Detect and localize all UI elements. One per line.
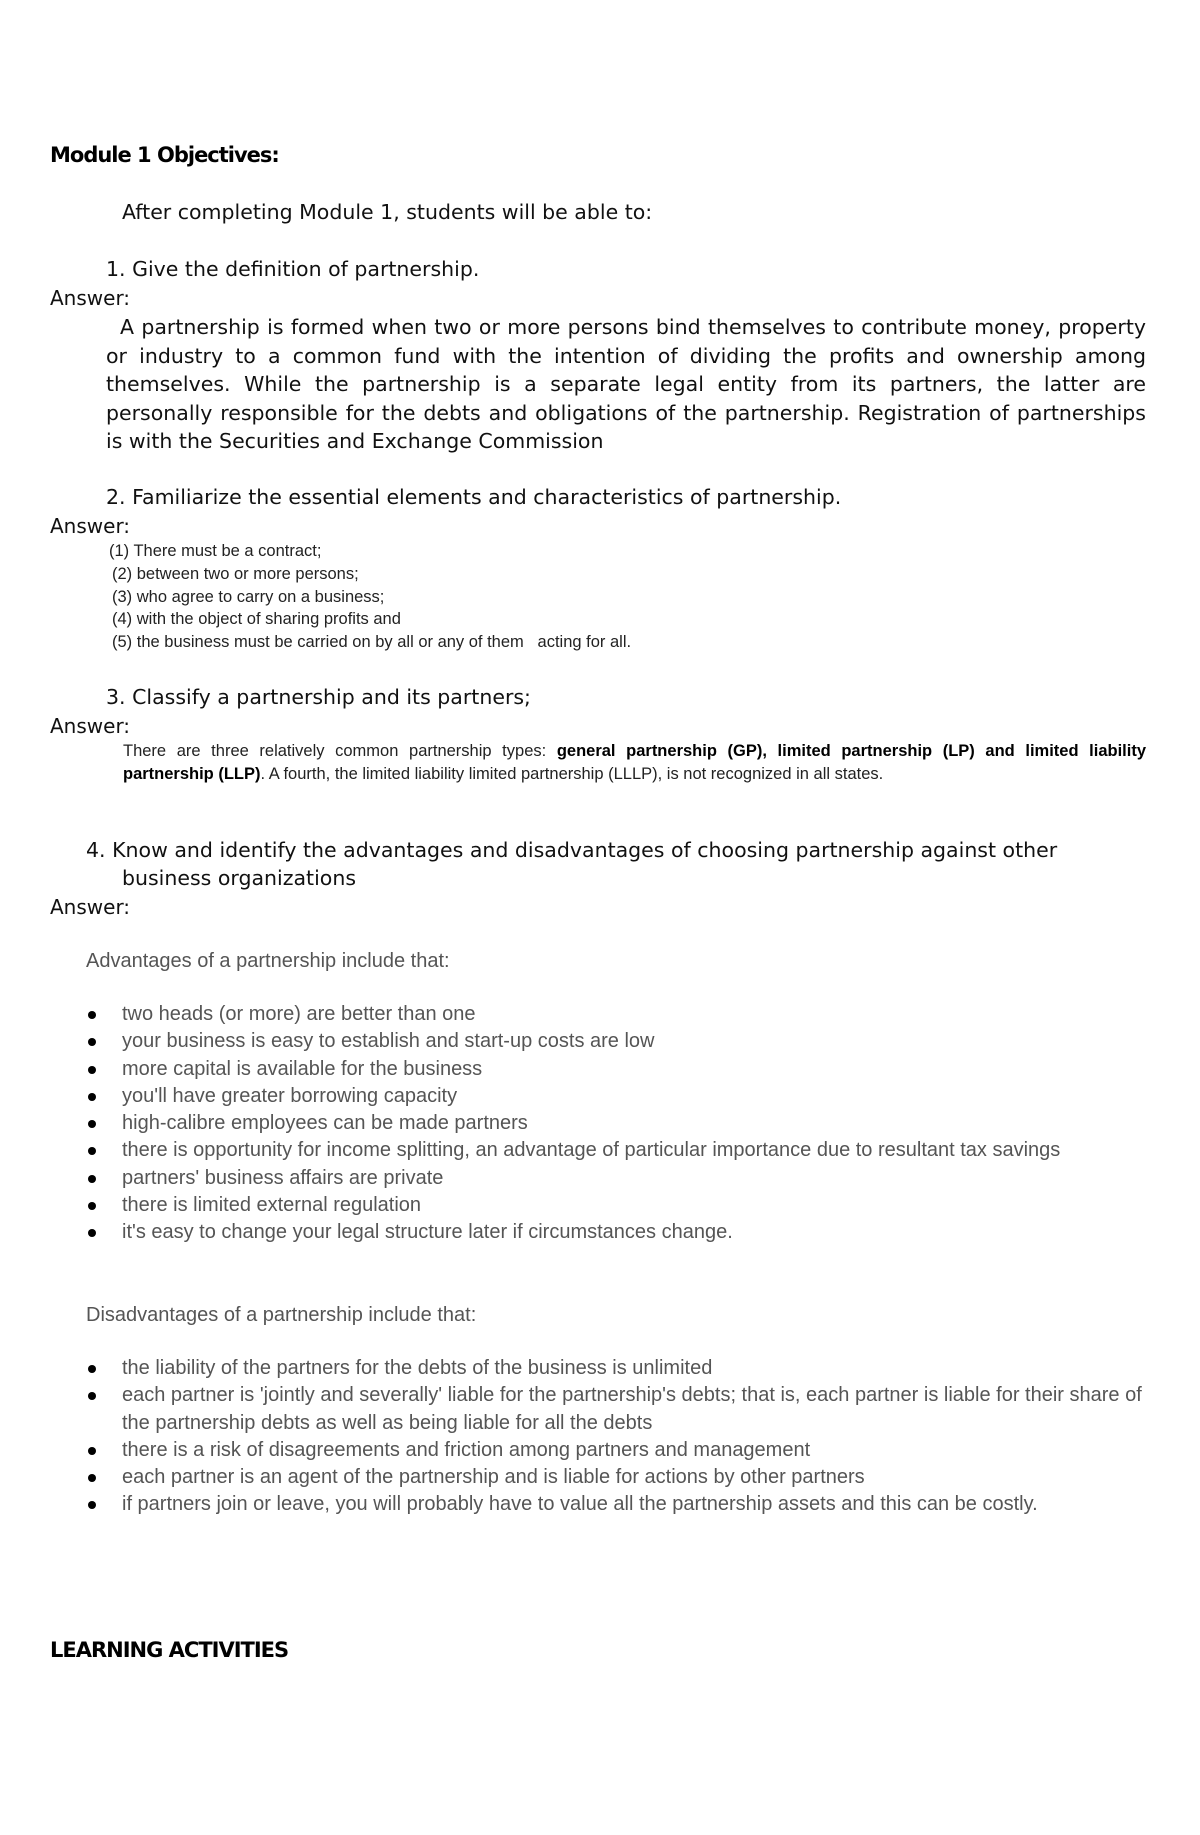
answer-types-bold: general partnership (GP), limited partnership (LP) and limited liability partnership (LLP) [123,742,1147,783]
answer-partnership-types [123,740,1146,786]
answer-text: There are three relatively common partnership types: [123,742,557,760]
list-item: each partner is an agent of the partnership and is liable for actions by other partners [86,1464,1156,1491]
bullet-icon [88,1501,96,1509]
objective-title: Know and identify the advantages and disadvantages of choosing partnership against other [112,838,1058,862]
list-item: if partners join or leave, you will probably have to value all the partnership assets and this can be costly. [86,1491,1156,1518]
objective-3 [106,685,531,709]
bullet-icon [88,1202,96,1210]
element-item: (5) the business must be carried on by all or any of them acting for all. [112,633,632,651]
bullet-icon [88,1120,96,1128]
list-item: there is a risk of disagreements and friction among partners and management [86,1437,1156,1464]
list-item: two heads (or more) are better than one [86,1001,1156,1028]
answer-definition: A partnership is formed when two or more persons bind themselves to contribute money, property or industry to a common fund with the intention of dividing the profits and ownership among themselves. While the partnership is a separate legal entity from its partners, the latter are personally responsible for the debts and obligations of the partnership. Registration of partnerships is with the Securities and Exchange Commission [106,315,1146,453]
objective-4 [86,838,1057,862]
list-item: it's easy to change your legal structure later if circumstances change. [86,1219,1156,1246]
objective-title: Give the definition of partnership. [132,257,480,281]
advantages-list [86,1001,1156,1247]
bullet-icon [88,1447,96,1455]
objective-title: Classify a partnership and its partners; [132,685,531,709]
list-item: more capital is available for the business [86,1056,1156,1083]
disadvantages-list [86,1355,1156,1519]
list-item: the liability of the partners for the debts of the business is unlimited [86,1355,1156,1382]
objective-title: Familiarize the essential elements and characteristics of partnership. [132,485,842,509]
list-item: there is opportunity for income splitting, an advantage of particular importance due to resultant tax savings [86,1137,1156,1164]
objective-number: 3. [106,685,126,709]
advantages-heading: Advantages of a partnership include that: [86,950,450,972]
objective-number: 2. [106,485,126,509]
bullet-icon [88,1147,96,1155]
list-item: there is limited external regulation [86,1192,1156,1219]
bullet-icon [88,1175,96,1183]
bullet-icon [88,1365,96,1373]
learning-activities-heading: LEARNING ACTIVITIES [50,1638,289,1662]
answer-label: Answer: [50,895,131,919]
list-item: high-calibre employees can be made partners [86,1110,1156,1137]
element-item: (3) who agree to carry on a business; [112,588,385,606]
list-item: your business is easy to establish and start-up costs are low [86,1028,1156,1055]
disadvantages-heading: Disadvantages of a partnership include that: [86,1304,477,1326]
bullet-icon [88,1392,96,1400]
objective-4-title-line2: business organizations [122,866,357,890]
element-item: (2) between two or more persons; [112,565,359,583]
list-item: partners' business affairs are private [86,1165,1156,1192]
bullet-icon [88,1011,96,1019]
bullet-icon [88,1229,96,1237]
intro-text: After completing Module 1, students will be able to: [122,200,653,224]
list-item: you'll have greater borrowing capacity [86,1083,1156,1110]
bullet-icon [88,1038,96,1046]
list-item: each partner is 'jointly and severally' liable for the partnership's debts; that is, each partner is liable for their share of the partnership debts as well as being liable for all the debts [86,1382,1156,1437]
objective-2 [106,485,841,509]
objective-1 [106,257,479,281]
element-item: (4) with the object of sharing profits and [112,610,401,628]
element-item: (1) There must be a contract; [109,542,322,560]
bullet-icon [88,1474,96,1482]
bullet-icon [88,1093,96,1101]
answer-label: Answer: [50,286,131,310]
answer-label: Answer: [50,714,131,738]
bullet-icon [88,1066,96,1074]
objective-number: 4. [86,838,106,862]
answer-text: . A fourth, the limited liability limited partnership (LLLP), is not recognized in all states. [260,765,884,783]
answer-label: Answer: [50,514,131,538]
module-heading: Module 1 Objectives: [50,143,279,167]
objective-number: 1. [106,257,126,281]
